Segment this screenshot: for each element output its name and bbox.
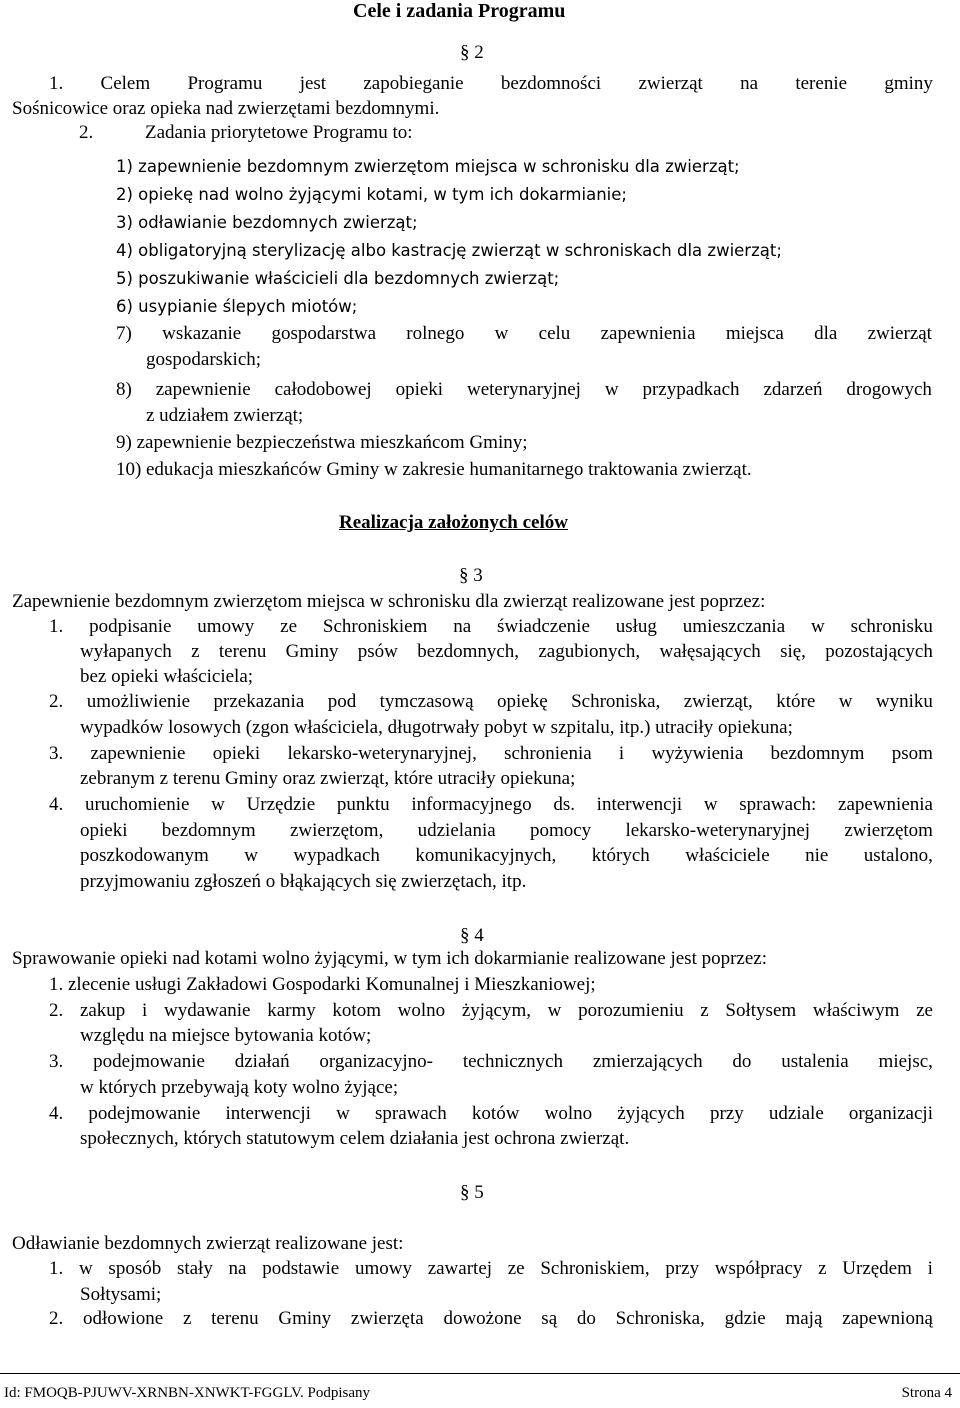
word: podejmowanie xyxy=(93,1051,205,1072)
word: udzielania xyxy=(417,820,496,841)
word: ustalono, xyxy=(863,845,933,866)
word: podejmowanie xyxy=(88,1103,201,1124)
word: zawartej xyxy=(427,1258,493,1279)
s2-task-item: 6) usypianie ślepych miotów; xyxy=(116,297,358,316)
word: w xyxy=(547,1000,562,1021)
word: 3. xyxy=(49,1051,64,1072)
word: usług xyxy=(615,616,657,637)
word: schronienia xyxy=(504,743,592,764)
word: bezdomnym xyxy=(161,820,256,841)
word: wydawanie xyxy=(163,1000,251,1021)
word: celu xyxy=(538,323,571,344)
word: właściciele xyxy=(685,845,770,866)
word: wskazanie xyxy=(162,323,242,344)
word: odłowione xyxy=(83,1308,164,1329)
word: pomocy xyxy=(529,820,592,841)
s5-intro: Odławianie bezdomnych zwierząt realizowane jest: xyxy=(12,1233,404,1254)
word: wolno xyxy=(397,1000,446,1021)
word: organizacji xyxy=(848,1103,933,1124)
word: Celem xyxy=(100,73,151,94)
word: kotom xyxy=(332,1000,381,1021)
word: rolnego xyxy=(406,323,465,344)
word: wolno xyxy=(544,1103,593,1124)
s3-intro: Zapewnienie bezdomnym zwierzętom miejsca w schronisku dla zwierząt realizowane jest poprzez: xyxy=(12,591,766,612)
s3-item-4-line-1 xyxy=(49,794,933,816)
s2-task-item: 2) opiekę nad wolno żyjącymi kotami, w tym ich dokarmianie; xyxy=(116,185,627,204)
word: Gminy xyxy=(285,641,339,662)
word: w xyxy=(838,691,853,712)
s4-item-3-line-2: w których przebywają koty wolno żyjące; xyxy=(80,1077,399,1098)
word: Programu xyxy=(187,73,263,94)
s3-item-3-line-1 xyxy=(49,743,933,765)
word: interwencji xyxy=(596,794,683,815)
word: Schroniska, xyxy=(615,1308,705,1329)
s2-task-item: 3) odławianie bezdomnych zwierząt; xyxy=(116,213,418,232)
word: ds. xyxy=(553,794,575,815)
word: poszkodowanym xyxy=(80,845,209,866)
word: drogowych xyxy=(846,379,932,400)
word: w xyxy=(604,379,619,400)
word: wypadkach xyxy=(293,845,380,866)
word: 2. xyxy=(49,1000,64,1021)
word: zwierzętom xyxy=(844,820,933,841)
s2-point-1-line-2: Sośnicowice oraz opieka nad zwierzętami bezdomnymi. xyxy=(12,98,440,119)
word: gospodarstwa xyxy=(271,323,377,344)
s4-item-4-line-1 xyxy=(49,1103,933,1125)
word: ze xyxy=(916,1000,933,1021)
paragraph-sign-4: § 4 xyxy=(460,925,484,946)
word: współpracy xyxy=(714,1258,803,1279)
word: całodobowej xyxy=(274,379,372,400)
footer-page-number: Strona 4 xyxy=(901,1385,952,1401)
word: zwierzętom, xyxy=(289,820,384,841)
word: porozumieniu xyxy=(578,1000,684,1021)
word: przy xyxy=(709,1103,744,1124)
word: terenu xyxy=(218,641,267,662)
word: Schroniska, xyxy=(571,691,661,712)
s3-item-2-line-1 xyxy=(49,691,933,713)
word: zagubionych, xyxy=(538,641,641,662)
word: 1. xyxy=(49,73,64,94)
word: 7) xyxy=(116,323,132,344)
word: organizacyjno- xyxy=(319,1051,434,1072)
s2-task-item-8-line-1 xyxy=(116,379,932,401)
s2-task-item-8-line-2: z udziałem zwierząt; xyxy=(146,405,304,426)
word: i xyxy=(927,1258,933,1279)
word: i xyxy=(618,743,625,764)
s2-task-item-10-text: edukacja mieszkańców Gminy w zakresie humanitarnego traktowania zwierząt. xyxy=(146,459,752,480)
word: z xyxy=(818,1258,827,1279)
s4-intro: Sprawowanie opieki nad kotami wolno żyjącymi, w tym ich dokarmianie realizowane jest poprzez: xyxy=(12,948,768,969)
word: ze xyxy=(507,1258,525,1279)
word: w xyxy=(494,323,509,344)
word: umożliwienie xyxy=(86,691,191,712)
s4-item-4-line-2: społecznych, których statutowym celem działania jest ochrona zwierząt. xyxy=(80,1128,630,1149)
word: 2. xyxy=(49,1308,64,1329)
s3-item-1-line-2 xyxy=(80,641,933,663)
word: zmierzających xyxy=(592,1051,703,1072)
word: 1. xyxy=(49,1258,64,1279)
word: Urzędzie xyxy=(246,794,316,815)
word: 4. xyxy=(49,1103,64,1124)
word: uruchomienie xyxy=(84,794,190,815)
word: kotów xyxy=(471,1103,520,1124)
s2-point-2-text: Zadania priorytetowe Programu to: xyxy=(145,122,413,143)
word: 4. xyxy=(49,794,64,815)
word: w xyxy=(703,794,718,815)
word: w xyxy=(811,616,825,637)
word: w xyxy=(336,1103,350,1124)
word: do xyxy=(732,1051,752,1072)
word: ustalenia xyxy=(781,1051,849,1072)
word: karmy xyxy=(267,1000,316,1021)
word: żyjącym, xyxy=(461,1000,531,1021)
word: opieki xyxy=(395,379,444,400)
word: wyłapanych xyxy=(80,641,172,662)
word: komunikacyjnych, xyxy=(415,845,557,866)
word: miejsca xyxy=(725,323,784,344)
s2-point-1-line-1 xyxy=(49,73,933,95)
s2-task-item-7-line-2: gospodarskich; xyxy=(146,349,262,370)
footer-divider xyxy=(0,1373,960,1374)
word: na xyxy=(228,1258,247,1279)
word: umieszczania xyxy=(682,616,786,637)
word: podstawie xyxy=(262,1258,340,1279)
word: podpisanie xyxy=(89,616,172,637)
word: zapewnienie xyxy=(90,743,186,764)
s2-task-item-9: 9) zapewnienie bezpieczeństwa mieszkańcom Gminy; xyxy=(116,432,528,453)
word: terenu xyxy=(211,1308,259,1329)
word: są xyxy=(541,1308,558,1329)
word: zapobieganie xyxy=(363,73,464,94)
s5-item-1-line-1 xyxy=(49,1258,933,1280)
word: i xyxy=(142,1000,148,1021)
word: Schroniskiem, xyxy=(540,1258,650,1279)
word: punktu xyxy=(336,794,390,815)
word: tymczasową xyxy=(379,691,474,712)
word: sprawach: xyxy=(739,794,817,815)
word: 3. xyxy=(49,743,64,764)
s3-item-2-line-2: wypadków losowych (zgon właściciela, długotrwały pobyt w szpitalu, itp.) utraciły opiekuna; xyxy=(80,717,793,738)
word: zdarzeń xyxy=(763,379,823,400)
word: 8) xyxy=(116,379,132,400)
word: Sołtysem xyxy=(725,1000,797,1021)
word: zapewnienia xyxy=(838,794,933,815)
word: zapewnioną xyxy=(842,1308,933,1329)
word: do xyxy=(576,1308,596,1329)
word: umowy xyxy=(197,616,255,637)
word: opiekę xyxy=(496,691,548,712)
word: technicznych xyxy=(462,1051,564,1072)
word: 1. xyxy=(49,616,64,637)
paragraph-sign-5: § 5 xyxy=(460,1182,484,1203)
word: nie xyxy=(805,845,829,866)
s4-item-2-line-2: względu na miejsce bytowania kotów; xyxy=(80,1025,372,1046)
s5-item-1-line-2: Sołtysami; xyxy=(80,1284,162,1305)
word: jest xyxy=(299,73,327,94)
word: wałęsających xyxy=(659,641,761,662)
word: na xyxy=(740,73,759,94)
word: opieki xyxy=(212,743,261,764)
word: Schroniskiem xyxy=(322,616,428,637)
word: lekarsko-weterynaryjnej xyxy=(625,820,811,841)
word: pozostających xyxy=(825,641,933,662)
word: udziale xyxy=(768,1103,824,1124)
s4-item-1: 1. zlecenie usługi Zakładowi Gospodarki Komunalnej i Mieszkaniowej; xyxy=(49,974,596,995)
word: świadczenie xyxy=(497,616,590,637)
s2-task-item: 5) poszukiwanie właścicieli dla bezdomnych zwierząt; xyxy=(116,269,560,288)
word: pod xyxy=(327,691,357,712)
word: sposób xyxy=(108,1258,162,1279)
word: właściwym xyxy=(812,1000,900,1021)
s2-task-item-7-line-1 xyxy=(116,323,932,345)
word: lekarsko-weterynaryjnej, xyxy=(287,743,477,764)
word: ze xyxy=(280,616,298,637)
word: żyjących xyxy=(617,1103,685,1124)
word: na xyxy=(453,616,472,637)
word: Urzędem xyxy=(842,1258,912,1279)
s5-item-2-line-1 xyxy=(49,1308,933,1330)
word: bezdomnych, xyxy=(417,641,520,662)
s2-point-2-number: 2. xyxy=(79,122,94,143)
word: wyniku xyxy=(875,691,933,712)
word: interwencji xyxy=(225,1103,311,1124)
word: informacyjnego xyxy=(411,794,532,815)
word: przekazania xyxy=(213,691,305,712)
word: z xyxy=(191,641,200,662)
word: umowy xyxy=(354,1258,412,1279)
word: w xyxy=(78,1258,93,1279)
word: schronisku xyxy=(850,616,933,637)
word: zakup xyxy=(79,1000,126,1021)
word: których xyxy=(591,845,650,866)
word: w xyxy=(211,794,225,815)
word: z xyxy=(700,1000,709,1021)
word: które xyxy=(776,691,816,712)
word: wyżywienia xyxy=(651,743,744,764)
word: zwierząt xyxy=(867,323,932,344)
word: z xyxy=(182,1308,192,1329)
word: dowożone xyxy=(443,1308,522,1329)
footer-document-id: Id: FMOQB-PJUWV-XRNBN-XNWKT-FGGLV. Podpisany xyxy=(4,1385,371,1401)
word: przypadkach xyxy=(642,379,740,400)
word: psów xyxy=(357,641,398,662)
word: mają xyxy=(785,1308,823,1329)
word: gminy xyxy=(884,73,933,94)
word: 2. xyxy=(49,691,64,712)
s4-item-2-line-1 xyxy=(49,1000,933,1022)
word: w xyxy=(244,845,258,866)
s3-item-3-line-2: zebranym z terenu Gminy oraz zwierząt, które utraciły opiekuna; xyxy=(80,768,576,789)
word: stały xyxy=(176,1258,213,1279)
word: bezdomności xyxy=(500,73,602,94)
s2-task-item: 1) zapewnienie bezdomnym zwierzętom miejsca w schronisku dla zwierząt; xyxy=(116,157,740,176)
word: zwierząt xyxy=(638,73,703,94)
word: gdzie xyxy=(724,1308,766,1329)
word: miejsc, xyxy=(878,1051,933,1072)
s2-task-item: 4) obligatoryjną sterylizację albo kastrację zwierząt w schroniskach dla zwierząt; xyxy=(116,241,782,260)
word: Gminy xyxy=(278,1308,332,1329)
word: zwierzęta xyxy=(350,1308,424,1329)
s4-item-3-line-1 xyxy=(49,1051,933,1073)
section-heading-realization: Realizacja założonych celów xyxy=(339,512,568,533)
word: przy xyxy=(665,1258,700,1279)
word: działań xyxy=(234,1051,290,1072)
s3-item-4-line-3 xyxy=(80,845,933,867)
paragraph-sign-2: § 2 xyxy=(460,42,484,63)
word: sprawach xyxy=(375,1103,447,1124)
word: terenie xyxy=(795,73,848,94)
word: zwierząt, xyxy=(683,691,753,712)
word: psom xyxy=(891,743,933,764)
word: dla xyxy=(814,323,838,344)
word: zapewnienie xyxy=(155,379,251,400)
s3-item-4-line-2 xyxy=(80,820,933,842)
word: się, xyxy=(780,641,806,662)
word: bezdomnym xyxy=(770,743,865,764)
paragraph-sign-3: § 3 xyxy=(459,565,483,586)
s3-item-4-line-4: przyjmowaniu zgłoszeń o błąkających się zwierzętach, itp. xyxy=(80,871,527,892)
s3-item-1-line-1 xyxy=(49,616,933,638)
s2-task-item-10-number: 10) xyxy=(116,459,142,480)
section-heading-programme: Cele i zadania Programu xyxy=(353,0,566,22)
word: zapewnienia xyxy=(600,323,696,344)
s3-item-1-line-3: bez opieki właściciela; xyxy=(80,666,254,687)
word: opieki xyxy=(80,820,128,841)
word: weterynaryjnej xyxy=(466,379,581,400)
